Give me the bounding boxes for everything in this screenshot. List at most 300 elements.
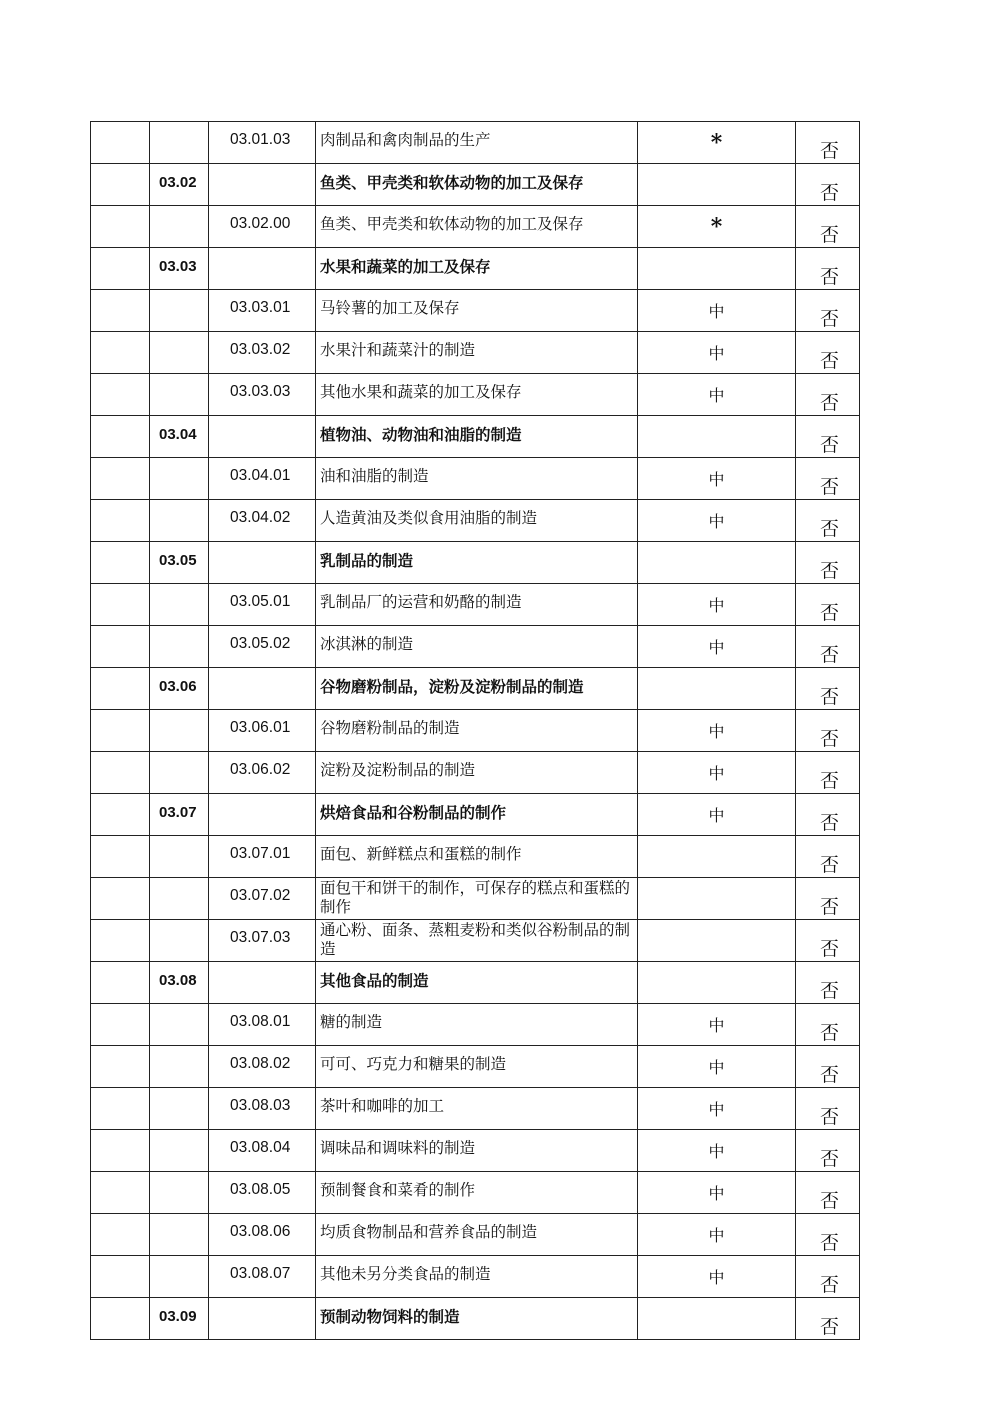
subcategory-code-cell <box>209 500 316 542</box>
risk-cell <box>638 206 796 248</box>
name-cell <box>316 1088 638 1130</box>
flag-value: 否 <box>820 1064 840 1086</box>
category-name: 油和油脂的制造 <box>320 467 429 485</box>
empty-cell <box>91 122 150 164</box>
category-name: 其他未另分类食品的制造 <box>320 1265 491 1283</box>
name-cell <box>316 710 638 752</box>
subcategory-code-cell <box>209 1256 316 1298</box>
flag-value: 否 <box>820 560 840 582</box>
category-code-cell <box>150 584 209 626</box>
category-name: 谷物磨粉制品，淀粉及淀粉制品的制造 <box>320 678 584 696</box>
subcategory-row <box>91 584 860 626</box>
risk-level: 中 <box>708 1016 725 1035</box>
subcategory-code: 03.08.01 <box>230 1013 291 1030</box>
risk-level: 中 <box>708 596 725 615</box>
subcategory-code-cell <box>209 332 316 374</box>
category-code-cell <box>150 920 209 962</box>
flag-cell <box>796 1088 860 1130</box>
name-cell <box>316 878 638 920</box>
subcategory-code: 03.01.03 <box>230 131 291 148</box>
category-code: 03.05 <box>159 552 197 569</box>
category-code: 03.08 <box>159 972 197 989</box>
empty-cell <box>91 416 150 458</box>
empty-cell <box>91 920 150 962</box>
risk-cell <box>638 1214 796 1256</box>
category-name: 马铃薯的加工及保存 <box>320 299 460 317</box>
subcategory-code: 03.05.02 <box>230 635 291 652</box>
category-name: 调味品和调味料的制造 <box>320 1139 476 1157</box>
subcategory-code-cell <box>209 710 316 752</box>
category-row <box>91 1298 860 1340</box>
subcategory-row <box>91 1214 860 1256</box>
name-cell <box>316 1214 638 1256</box>
name-cell <box>316 500 638 542</box>
category-name: 人造黄油及类似食用油脂的制造 <box>320 509 538 527</box>
name-cell <box>316 962 638 1004</box>
flag-value: 否 <box>820 1274 840 1296</box>
risk-cell <box>638 962 796 1004</box>
category-name: 面包干和饼干的制作，可保存的糕点和蛋糕的制作 <box>320 879 631 916</box>
category-row <box>91 164 860 206</box>
risk-level: 中 <box>708 764 725 783</box>
name-cell <box>316 836 638 878</box>
category-code-cell <box>150 332 209 374</box>
category-name: 谷物磨粉制品的制造 <box>320 719 460 737</box>
risk-level: 中 <box>708 806 725 825</box>
category-row <box>91 416 860 458</box>
risk-cell <box>638 500 796 542</box>
category-code-cell <box>150 1172 209 1214</box>
flag-value: 否 <box>820 1190 840 1212</box>
flag-cell <box>796 122 860 164</box>
risk-level: 中 <box>708 344 725 363</box>
empty-cell <box>91 1088 150 1130</box>
subcategory-code-cell <box>209 1130 316 1172</box>
subcategory-code: 03.07.03 <box>230 929 291 946</box>
subcategory-code: 03.03.02 <box>230 341 291 358</box>
empty-cell <box>91 164 150 206</box>
empty-cell <box>91 248 150 290</box>
flag-cell <box>796 206 860 248</box>
category-name: 鱼类、甲壳类和软体动物的加工及保存 <box>320 174 584 192</box>
name-cell <box>316 332 638 374</box>
category-name: 其他水果和蔬菜的加工及保存 <box>320 383 522 401</box>
subcategory-row <box>91 332 860 374</box>
name-cell <box>316 206 638 248</box>
risk-cell <box>638 920 796 962</box>
flag-cell <box>796 416 860 458</box>
subcategory-code: 03.04.01 <box>230 467 291 484</box>
category-code-cell <box>150 164 209 206</box>
subcategory-code-cell <box>209 206 316 248</box>
empty-cell <box>91 584 150 626</box>
category-name: 鱼类、甲壳类和软体动物的加工及保存 <box>320 215 584 233</box>
subcategory-row <box>91 1088 860 1130</box>
flag-value: 否 <box>820 140 840 162</box>
subcategory-row <box>91 1256 860 1298</box>
name-cell <box>316 752 638 794</box>
risk-cell <box>638 1298 796 1340</box>
flag-cell <box>796 542 860 584</box>
subcategory-code: 03.08.04 <box>230 1139 291 1156</box>
flag-cell <box>796 1256 860 1298</box>
category-code-cell <box>150 878 209 920</box>
flag-cell <box>796 248 860 290</box>
risk-level: * <box>710 130 723 156</box>
risk-level: 中 <box>708 1058 725 1077</box>
risk-cell <box>638 584 796 626</box>
subcategory-code: 03.06.02 <box>230 761 291 778</box>
category-row <box>91 668 860 710</box>
category-code: 03.07 <box>159 804 197 821</box>
category-code-cell <box>150 416 209 458</box>
risk-cell <box>638 374 796 416</box>
subcategory-code: 03.05.01 <box>230 593 291 610</box>
category-code: 03.09 <box>159 1308 197 1325</box>
subcategory-code: 03.04.02 <box>230 509 291 526</box>
flag-value: 否 <box>820 896 840 918</box>
category-name: 冰淇淋的制造 <box>320 635 414 653</box>
risk-level: 中 <box>708 386 725 405</box>
risk-level: 中 <box>708 1268 725 1287</box>
name-cell <box>316 794 638 836</box>
risk-cell <box>638 1088 796 1130</box>
empty-cell <box>91 962 150 1004</box>
risk-level: 中 <box>708 1226 725 1245</box>
empty-cell <box>91 458 150 500</box>
category-code-cell <box>150 374 209 416</box>
subcategory-row <box>91 122 860 164</box>
subcategory-code-cell <box>209 962 316 1004</box>
category-code-cell <box>150 1004 209 1046</box>
category-name: 预制动物饲料的制造 <box>320 1308 460 1326</box>
name-cell <box>316 416 638 458</box>
risk-cell <box>638 1046 796 1088</box>
empty-cell <box>91 752 150 794</box>
name-cell <box>316 122 638 164</box>
name-cell <box>316 290 638 332</box>
subcategory-code-cell <box>209 920 316 962</box>
name-cell <box>316 668 638 710</box>
name-cell <box>316 164 638 206</box>
flag-cell <box>796 1298 860 1340</box>
subcategory-code-cell <box>209 668 316 710</box>
category-code-cell <box>150 290 209 332</box>
flag-cell <box>796 458 860 500</box>
flag-value: 否 <box>820 392 840 414</box>
flag-value: 否 <box>820 1106 840 1128</box>
subcategory-code-cell <box>209 1214 316 1256</box>
name-cell <box>316 1172 638 1214</box>
empty-cell <box>91 1130 150 1172</box>
flag-value: 否 <box>820 770 840 792</box>
name-cell <box>316 248 638 290</box>
subcategory-row <box>91 836 860 878</box>
category-code-cell <box>150 836 209 878</box>
subcategory-row <box>91 1004 860 1046</box>
category-name: 均质食物制品和营养食品的制造 <box>320 1223 538 1241</box>
flag-value: 否 <box>820 980 840 1002</box>
name-cell <box>316 1004 638 1046</box>
risk-cell <box>638 542 796 584</box>
flag-value: 否 <box>820 308 840 330</box>
empty-cell <box>91 332 150 374</box>
risk-level: 中 <box>708 1142 725 1161</box>
flag-value: 否 <box>820 350 840 372</box>
risk-cell <box>638 1172 796 1214</box>
flag-cell <box>796 920 860 962</box>
subcategory-code: 03.08.07 <box>230 1265 291 1282</box>
empty-cell <box>91 1214 150 1256</box>
classification-table <box>90 121 860 1340</box>
flag-cell <box>796 1172 860 1214</box>
flag-value: 否 <box>820 1148 840 1170</box>
category-code-cell <box>150 962 209 1004</box>
flag-cell <box>796 752 860 794</box>
empty-cell <box>91 878 150 920</box>
category-row <box>91 962 860 1004</box>
subcategory-row <box>91 1172 860 1214</box>
risk-cell <box>638 416 796 458</box>
name-cell <box>316 920 638 962</box>
subcategory-code: 03.07.02 <box>230 887 291 904</box>
subcategory-code-cell <box>209 1298 316 1340</box>
subcategory-row <box>91 374 860 416</box>
category-code-cell <box>150 458 209 500</box>
flag-cell <box>796 668 860 710</box>
flag-cell <box>796 332 860 374</box>
category-code-cell <box>150 248 209 290</box>
category-code-cell <box>150 710 209 752</box>
risk-cell <box>638 248 796 290</box>
empty-cell <box>91 710 150 752</box>
subcategory-row <box>91 920 860 962</box>
flag-cell <box>796 710 860 752</box>
subcategory-row <box>91 626 860 668</box>
subcategory-row <box>91 290 860 332</box>
category-code: 03.03 <box>159 258 197 275</box>
name-cell <box>316 584 638 626</box>
subcategory-row <box>91 710 860 752</box>
risk-cell <box>638 290 796 332</box>
risk-cell <box>638 122 796 164</box>
risk-cell <box>638 626 796 668</box>
category-code-cell <box>150 626 209 668</box>
subcategory-row <box>91 206 860 248</box>
risk-cell <box>638 164 796 206</box>
empty-cell <box>91 374 150 416</box>
category-name: 预制餐食和菜肴的制作 <box>320 1181 476 1199</box>
subcategory-code-cell <box>209 374 316 416</box>
subcategory-code-cell <box>209 794 316 836</box>
risk-level: 中 <box>708 470 725 489</box>
flag-value: 否 <box>820 1022 840 1044</box>
flag-value: 否 <box>820 266 840 288</box>
flag-cell <box>796 584 860 626</box>
flag-value: 否 <box>820 518 840 540</box>
flag-value: 否 <box>820 644 840 666</box>
category-code-cell <box>150 542 209 584</box>
category-row <box>91 248 860 290</box>
subcategory-code: 03.08.02 <box>230 1055 291 1072</box>
category-name: 可可、巧克力和糖果的制造 <box>320 1055 507 1073</box>
empty-cell <box>91 1172 150 1214</box>
risk-level: 中 <box>708 302 725 321</box>
table-body <box>91 122 860 1340</box>
risk-cell <box>638 794 796 836</box>
flag-value: 否 <box>820 686 840 708</box>
category-code-cell <box>150 206 209 248</box>
flag-value: 否 <box>820 182 840 204</box>
risk-cell <box>638 668 796 710</box>
subcategory-code-cell <box>209 416 316 458</box>
risk-cell <box>638 1004 796 1046</box>
category-row <box>91 542 860 584</box>
flag-cell <box>796 878 860 920</box>
empty-cell <box>91 290 150 332</box>
empty-cell <box>91 836 150 878</box>
risk-cell <box>638 1130 796 1172</box>
subcategory-code-cell <box>209 1004 316 1046</box>
subcategory-code-cell <box>209 248 316 290</box>
flag-cell <box>796 626 860 668</box>
category-code: 03.06 <box>159 678 197 695</box>
category-name: 糖的制造 <box>320 1013 383 1031</box>
subcategory-code-cell <box>209 878 316 920</box>
empty-cell <box>91 542 150 584</box>
name-cell <box>316 626 638 668</box>
risk-cell <box>638 1256 796 1298</box>
category-code-cell <box>150 1088 209 1130</box>
subcategory-code: 03.06.01 <box>230 719 291 736</box>
risk-level: * <box>710 214 723 240</box>
subcategory-code: 03.03.03 <box>230 383 291 400</box>
subcategory-code: 03.07.01 <box>230 845 291 862</box>
flag-cell <box>796 1004 860 1046</box>
category-name: 植物油、动物油和油脂的制造 <box>320 426 522 444</box>
subcategory-code-cell <box>209 584 316 626</box>
flag-value: 否 <box>820 224 840 246</box>
name-cell <box>316 374 638 416</box>
category-code: 03.02 <box>159 174 197 191</box>
category-name: 面包、新鲜糕点和蛋糕的制作 <box>320 845 522 863</box>
empty-cell <box>91 668 150 710</box>
risk-level: 中 <box>708 722 725 741</box>
empty-cell <box>91 206 150 248</box>
subcategory-code-cell <box>209 542 316 584</box>
category-code-cell <box>150 500 209 542</box>
flag-value: 否 <box>820 728 840 750</box>
flag-value: 否 <box>820 602 840 624</box>
category-code-cell <box>150 668 209 710</box>
empty-cell <box>91 500 150 542</box>
flag-value: 否 <box>820 434 840 456</box>
category-name: 淀粉及淀粉制品的制造 <box>320 761 476 779</box>
category-name: 其他食品的制造 <box>320 972 429 990</box>
category-name: 茶叶和咖啡的加工 <box>320 1097 445 1115</box>
risk-level: 中 <box>708 1184 725 1203</box>
risk-cell <box>638 710 796 752</box>
flag-value: 否 <box>820 812 840 834</box>
category-code-cell <box>150 122 209 164</box>
empty-cell <box>91 1004 150 1046</box>
subcategory-code-cell <box>209 1172 316 1214</box>
category-code-cell <box>150 752 209 794</box>
empty-cell <box>91 1046 150 1088</box>
category-name: 水果和蔬菜的加工及保存 <box>320 258 491 276</box>
risk-level: 中 <box>708 638 725 657</box>
flag-value: 否 <box>820 1316 840 1338</box>
category-code-cell <box>150 1256 209 1298</box>
subcategory-code-cell <box>209 122 316 164</box>
subcategory-code: 03.02.00 <box>230 215 291 232</box>
name-cell <box>316 1046 638 1088</box>
subcategory-code-cell <box>209 752 316 794</box>
subcategory-row <box>91 1130 860 1172</box>
subcategory-code-cell <box>209 164 316 206</box>
category-code-cell <box>150 1214 209 1256</box>
subcategory-row <box>91 500 860 542</box>
subcategory-code-cell <box>209 458 316 500</box>
subcategory-row <box>91 752 860 794</box>
risk-cell <box>638 332 796 374</box>
subcategory-code: 03.08.05 <box>230 1181 291 1198</box>
empty-cell <box>91 1298 150 1340</box>
category-name: 乳制品的制造 <box>320 552 414 570</box>
subcategory-code-cell <box>209 836 316 878</box>
subcategory-code-cell <box>209 1046 316 1088</box>
category-code-cell <box>150 1298 209 1340</box>
flag-value: 否 <box>820 854 840 876</box>
flag-cell <box>796 794 860 836</box>
subcategory-row <box>91 1046 860 1088</box>
subcategory-code-cell <box>209 626 316 668</box>
name-cell <box>316 458 638 500</box>
risk-cell <box>638 878 796 920</box>
name-cell <box>316 1130 638 1172</box>
category-name: 水果汁和蔬菜汁的制造 <box>320 341 476 359</box>
name-cell <box>316 1256 638 1298</box>
flag-cell <box>796 1214 860 1256</box>
name-cell <box>316 1298 638 1340</box>
flag-cell <box>796 836 860 878</box>
empty-cell <box>91 626 150 668</box>
subcategory-row <box>91 878 860 920</box>
category-code-cell <box>150 1046 209 1088</box>
category-name: 烘焙食品和谷粉制品的制作 <box>320 804 507 822</box>
name-cell <box>316 542 638 584</box>
category-row <box>91 794 860 836</box>
subcategory-code: 03.03.01 <box>230 299 291 316</box>
subcategory-code-cell <box>209 1088 316 1130</box>
category-code-cell <box>150 1130 209 1172</box>
flag-value: 否 <box>820 938 840 960</box>
flag-cell <box>796 1046 860 1088</box>
risk-cell <box>638 458 796 500</box>
empty-cell <box>91 1256 150 1298</box>
subcategory-code: 03.08.03 <box>230 1097 291 1114</box>
flag-cell <box>796 1130 860 1172</box>
category-code: 03.04 <box>159 426 197 443</box>
category-code-cell <box>150 794 209 836</box>
category-name: 通心粉、面条、蒸粗麦粉和类似谷粉制品的制造 <box>320 921 631 958</box>
flag-value: 否 <box>820 476 840 498</box>
category-name: 肉制品和禽肉制品的生产 <box>320 131 491 149</box>
risk-cell <box>638 836 796 878</box>
subcategory-code: 03.08.06 <box>230 1223 291 1240</box>
risk-level: 中 <box>708 1100 725 1119</box>
risk-cell <box>638 752 796 794</box>
